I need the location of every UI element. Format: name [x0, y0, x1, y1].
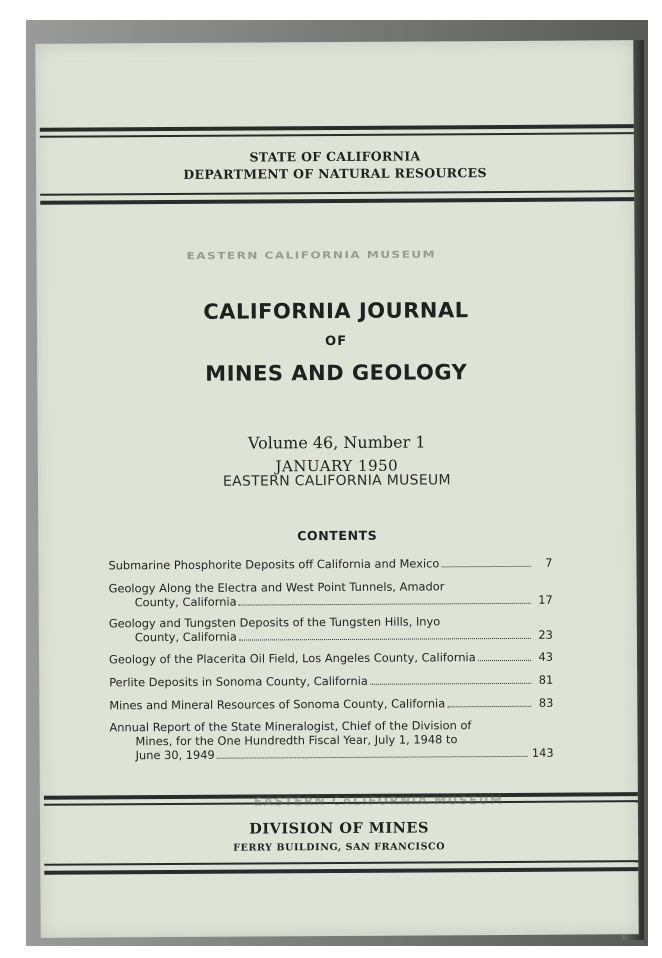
toc-entry-page: 81: [538, 672, 554, 687]
toc-entry-page: 23: [538, 627, 553, 642]
toc-entry: [109, 718, 553, 763]
toc-entry-title: Submarine Phosphorite Deposits off California and Mexico: [108, 556, 440, 573]
toc-entry-page: 43: [538, 649, 554, 664]
museum-stamp: EASTERN CALIFORNIA MUSEUM: [222, 472, 451, 490]
toc-entry-title-continued: June 30, 1949: [135, 747, 215, 763]
toc-entry-title: Geology and Tungsten Deposits of the Tungsten Hills, Inyo: [108, 614, 441, 631]
division-address: FERRY BUILDING, SAN FRANCISCO: [233, 841, 446, 854]
toc-entry-title: Perlite Deposits in Sonoma County, California: [109, 673, 368, 690]
toc-entry-page: 83: [538, 695, 554, 710]
division-name: DIVISION OF MINES: [249, 819, 429, 838]
state-heading: STATE OF CALIFORNIA: [249, 148, 421, 165]
dot-leader: [370, 683, 531, 685]
issue-date: JANUARY 1950: [275, 456, 399, 476]
toc-entry-page: 7: [545, 555, 553, 570]
journal-title-line1: CALIFORNIA JOURNAL: [203, 298, 469, 324]
dot-leader: [217, 756, 528, 759]
dot-leader: [441, 566, 530, 568]
journal-cover: [35, 40, 638, 938]
department-heading: DEPARTMENT OF NATURAL RESOURCES: [183, 165, 487, 182]
volume-number: Volume 46, Number 1: [247, 432, 426, 453]
toc-entry-title: Geology of the Placerita Oil Field, Los Angeles County, California: [108, 650, 476, 667]
toc-entry: [108, 556, 552, 573]
contents-heading: CONTENTS: [297, 527, 378, 544]
toc-entry-title: Annual Report of the State Mineralogist, Chief of the Division of: [109, 718, 472, 735]
faded-museum-stamp-bottom: EASTERN CALIFORNIA MUSEUM: [253, 792, 504, 809]
toc-entry-title-continued: Mines, for the One Hundredth Fiscal Year, July 1, 1948 to: [135, 732, 458, 749]
top-rule: [40, 124, 634, 140]
dot-leader: [239, 603, 531, 606]
toc-entry: [109, 614, 553, 645]
journal-title-line2: OF: [325, 333, 348, 350]
journal-title-line3: MINES AND GEOLOGY: [205, 360, 468, 386]
dot-leader: [478, 660, 531, 661]
dot-leader: [447, 706, 531, 708]
bottom-rule: [44, 859, 638, 875]
toc-entry-title-continued: County, California: [134, 594, 237, 610]
toc-entry-title: Mines and Mineral Resources of Sonoma County, California: [109, 696, 446, 713]
toc-entry: [109, 673, 553, 690]
header-bottom-rule: [40, 189, 634, 205]
faded-museum-stamp: EASTERN CALIFORNIA MUSEUM: [186, 248, 437, 262]
toc-entry-page: 17: [538, 592, 553, 607]
toc-entry: [109, 579, 553, 610]
toc-entry-page: 143: [531, 745, 554, 760]
toc-entry: [109, 650, 553, 667]
toc-entry: [109, 696, 553, 713]
toc-entry-title: Geology Along the Electra and West Point Tunnels, Amador: [108, 579, 445, 596]
dot-leader: [239, 638, 531, 641]
toc-entry-title-continued: County, California: [134, 629, 237, 645]
